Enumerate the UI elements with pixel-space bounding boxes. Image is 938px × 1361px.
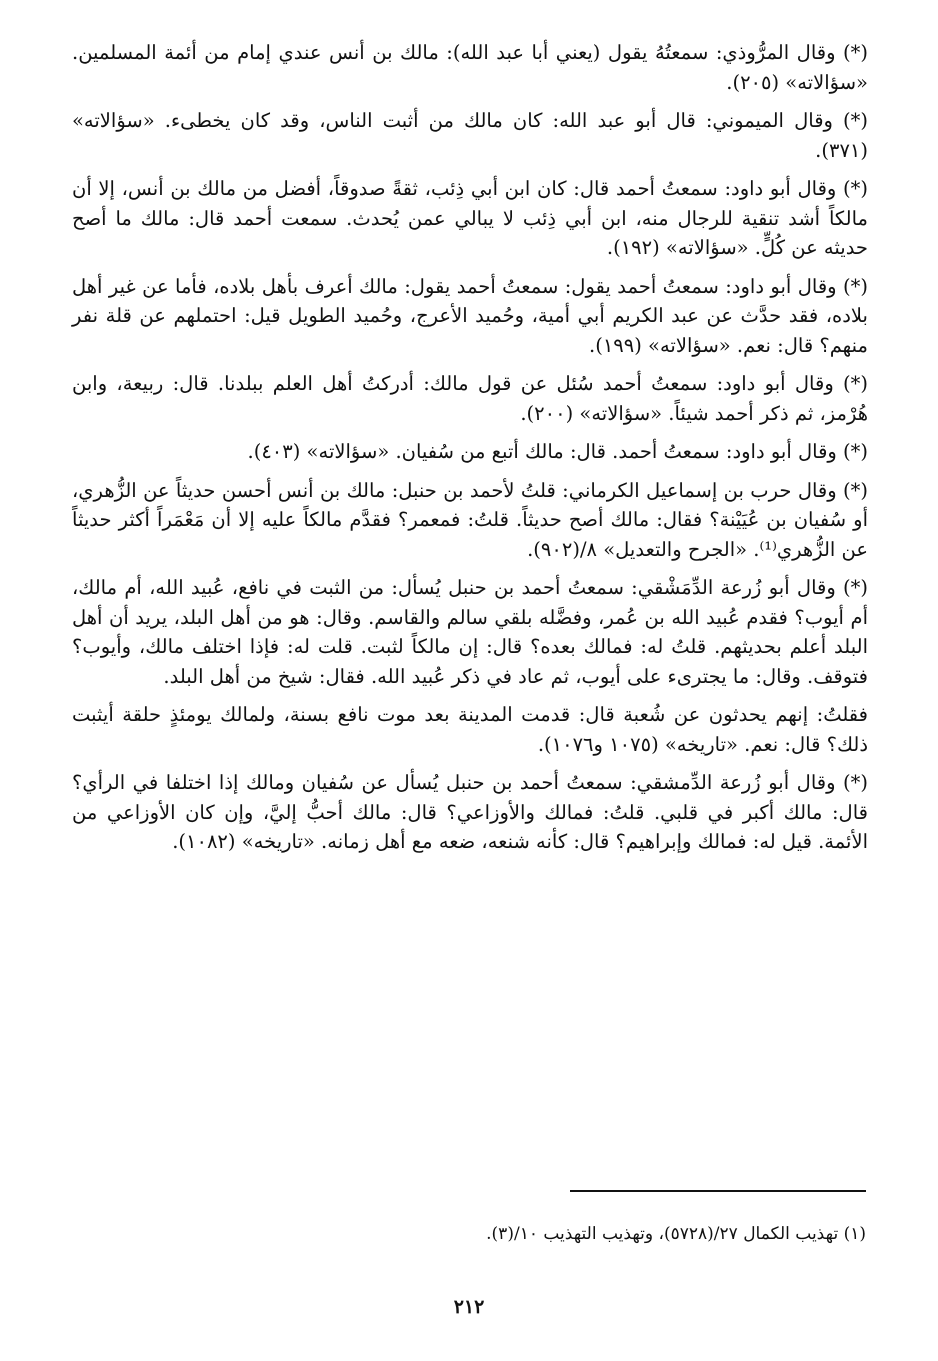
paragraph-5: (*) وقال أبو داود: سمعتُ أحمد سُئل عن قول مالك: أدركتُ أهل العلم ببلدنا. قال: ربيعة، وابن هُرْمز، ثم ذكر أحمد شيئاً. «سؤالاته» (٢٠٠). bbox=[72, 372, 868, 425]
page-number: ٢١٢ bbox=[453, 1296, 485, 1318]
paragraph-8: (*) وقال أبو زُرعة الدِّمَشْقي: سمعتُ أحمد بن حنبل يُسأل: من الثبت في نافع، عُبيد الله، أم مالك، أم أيوب؟ فقدم عُبيد الله بن عُمر، وفضَّله بلقي سالم والقاسم. وقال: هو من أهل البلد، يريد أن أهل البلد أعلم بحديثهم. قلتُ له: فمالك بعده؟ قال: إن مالكاً لثبت. قلت له: فإذا اختلف مالك، وأيوب؟ فتوقف. وقال: ما يجترىء على أيوب، ثم عاد في ذكر عُبيد الله. فقال: شيخ من أهل البلد. bbox=[72, 576, 868, 688]
paragraph-6: (*) وقال أبو داود: سمعتُ أحمد. قال: مالك أتبع من سُفيان. «سؤالاته» (٤٠٣). bbox=[247, 440, 868, 463]
page-body bbox=[72, 38, 868, 866]
paragraph-10: (*) وقال أبو زُرعة الدِّمشقي: سمعتُ أحمد بن حنبل يُسأل عن سُفيان ومالك إذا اختلفا في الرأي؟ قال: مالك أكبر في قلبي. قلتُ: فمالك والأوزاعي؟ قال: مالك أحبُّ إليَّ، وإن كان الأوزاعي من الأئمة. قيل له: فمالك وإبراهيم؟ قال: كأنه شنعه، ضعه مع أهل زمانه. «تاريخه» (١٠٨٢). bbox=[72, 771, 868, 853]
footnote-divider bbox=[570, 1190, 866, 1192]
paragraph-7: (*) وقال حرب بن إسماعيل الكرماني: قلتُ لأحمد بن حنبل: مالك بن أنس أحسن حديثاً عن الزُّهري، أو سُفيان بن عُيَيْنة؟ فقال: مالك أصح حديثاً. قلتُ: فمعمر؟ فقدَّم مالكاً عليه إلا أن مَعْمَراً أكثر حديثاً عن الزُّهري⁽¹⁾. «الجرح والتعديل» ٨/(٩٠٢). bbox=[72, 478, 868, 561]
paragraph-9: فقلتُ: إنهم يحدثون عن شُعبة قال: قدمت المدينة بعد موت نافع بسنة، ولمالك يومئذٍ حلقة أيثبت ذلك؟ قال: نعم. «تاريخه» (١٠٧٥ و١٠٧٦). bbox=[72, 703, 868, 756]
paragraph-1: (*) وقال المرُّوذي: سمعتُهُ يقول (يعني أبا عبد الله): مالك بن أنس عندي إمام من أئمة المسلمين. «سؤالاته» (٢٠٥). bbox=[72, 41, 868, 94]
paragraph-4: (*) وقال أبو داود: سمعتُ أحمد يقول: سمعتُ أحمد يقول: مالك أعرف بأهل بلاده، فأما عن غير أهل بلاده، فقد حدَّث عن عبد الكريم أبي أمية، وحُميد الأعرج، وحُميد الطويل قيل: احتملهم عن قلة نفر منهم؟ قال: نعم. «سؤالاته» (١٩٩). bbox=[72, 274, 868, 357]
footnote: (١) تهذيب الكمال ٢٧/(٥٧٢٨)، وتهذيب التهذيب ١٠/(٣). bbox=[486, 1224, 866, 1244]
paragraph-2: (*) وقال الميموني: قال أبو عبد الله: كان مالك من أثبت الناس، وقد كان يخطىء. «سؤالاته» (٣٧١). bbox=[72, 109, 868, 162]
paragraph-3: (*) وقال أبو داود: سمعتُ أحمد قال: كان ابن أبي ذِئب، ثقةً صدوقاً، أفضل من مالك بن أنس، إلا أن مالكاً أشد تنقية للرجال منه، ابن أبي ذِئب لا يبالي عمن يُحدث. سمعت أحمد قال: مالك ما أصح حديثه عن كُلٍّ. «سؤالاته» (١٩٢). bbox=[72, 177, 868, 259]
